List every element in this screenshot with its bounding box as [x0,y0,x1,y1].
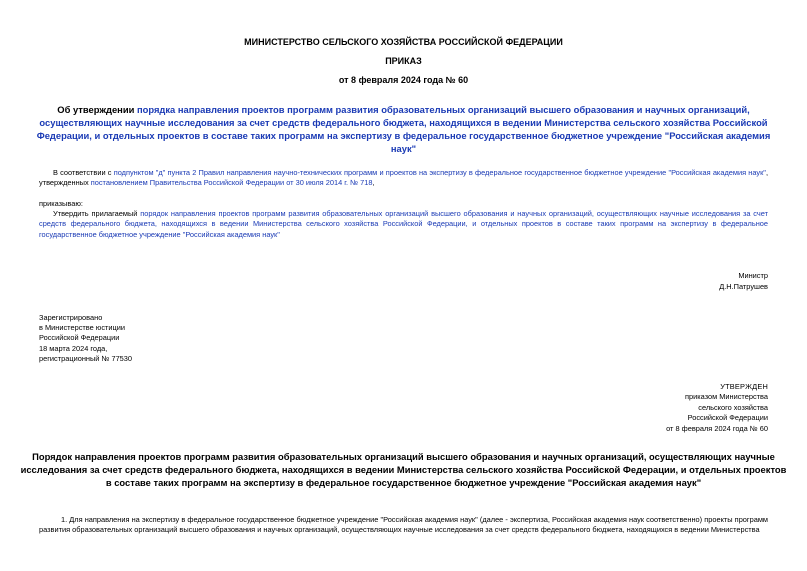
approved-line-2: сельского хозяйства [698,402,768,412]
registration-line-1: Зарегистрировано [39,313,103,322]
approved-line-1: приказом Министерства [685,392,768,402]
procedure-item-1: 1. Для направления на экспертизу в федеральное государственное бюджетное учреждение "Российская академия наук" (далее - экспертиза, Российская академия наук соответственно) проекты программ развития образовательных организаций высшего образования и научных организаций, осуществляющих научные исследования за счет средств федерального бюджета, находящихся в ведении Министерства [39,515,768,535]
approved-line-3: Российской Федерации [687,413,768,423]
signature-block [719,270,768,292]
preamble-link-resolution[interactable]: постановлением Правительства Российской Федерации от 30 июля 2014 г. № 718 [90,178,373,188]
approved-block [666,382,768,434]
preamble-paragraph [39,168,768,189]
order-title [36,103,771,155]
registration-line-2: в Министерстве юстиции [39,323,126,333]
registration-block [39,313,132,364]
ministry-heading: МИНИСТЕРСТВО СЕЛЬСКОГО ХОЗЯЙСТВА РОССИЙСКОЙ ФЕДЕРАЦИИ [244,37,563,47]
approve-clause [39,209,768,240]
preamble-text-1: В соответствии с [53,168,114,177]
doc-type-heading: ПРИКАЗ [385,56,422,66]
order-title-link-2[interactable]: осуществляющих научные исследования за счет средств федерального бюджета, находящихся в ведении Министерства сельского хозяйства Российской [39,117,768,128]
procedure-title-line-2: исследования за счет средств федерального бюджета, находящихся в ведении Министерства сельского хозяйства Российской Федерации, и отдельных проектов [20,464,787,475]
registration-line-5: регистрационный № 77530 [39,353,133,363]
preamble-text-3: , [372,178,375,188]
registration-line-3: Российской Федерации [39,333,120,343]
approved-label: УТВЕРЖДЕН [720,382,768,391]
order-title-line-1 [36,103,771,116]
approve-clause-text: Утвердить прилагаемый [53,209,141,218]
order-title-link-1[interactable]: порядка направления проектов программ развития образовательных организаций высшего образования и научных организаций, [136,104,750,115]
procedure-title [20,450,787,489]
preamble-link-rules[interactable]: подпунктом "д" пункта 2 Правил направления научно-технических программ и проектов на экспертизу в федеральное государственное бюджетное учреждение "Российская академия наук" [113,168,766,177]
procedure-title-line-1: Порядок направления проектов программ развития образовательных организаций высшего образования и научных организаций, осуществляющих научные [32,451,775,462]
date-number-heading: от 8 февраля 2024 года № 60 [338,75,469,85]
registration-line-4: 18 марта 2024 года, [39,343,108,353]
signature-name: Д.Н.Патрушев [719,282,768,291]
procedure-title-line-3: в составе таких программ на экспертизу в федеральное государственное бюджетное учреждение "Российская академия наук" [105,477,702,488]
approved-line-4: от 8 февраля 2024 года № 60 [666,423,768,433]
order-title-prefix: Об утверждении [57,104,137,115]
preamble-text-2: , утвержденных [39,168,768,188]
approve-clause-link[interactable]: порядок направления проектов программ развития образовательных организаций высшего образования и научных организаций, осуществляющих научные исследования за счет средств федерального бюджета, находящихся в ведении Министерства сельского хозяйства Российской Федерации, и отдельных проектов в составе таких программ на экспертизу в федеральное государственное бюджетное учреждение "Российская академия наук" [39,209,768,239]
order-word: приказываю: [39,199,83,208]
signature-position: Министр [738,271,768,280]
order-title-link-3[interactable]: Федерации, и отдельных проектов в составе таких программ на экспертизу в федеральное государственное бюджетное учреждение "Российская академия наук" [36,130,771,154]
